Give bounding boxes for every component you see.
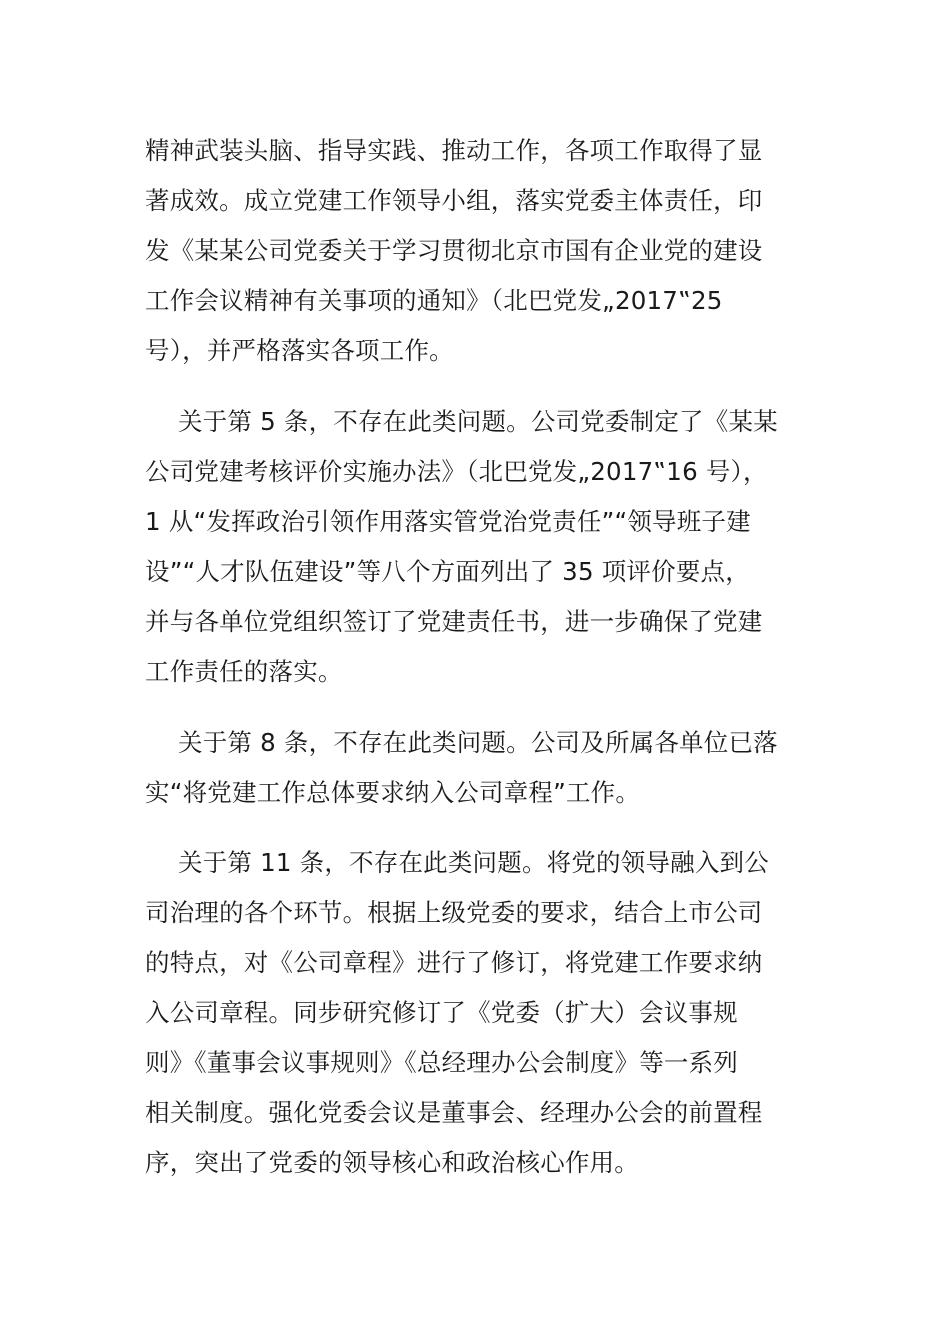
paragraph-line: 著成效。成立党建工作领导小组，落实党委主体责任，印 xyxy=(145,186,763,215)
paragraph-line: 发《某某公司党委关于学习贯彻北京市国有企业党的建设 xyxy=(145,236,763,265)
paragraph-line: 司治理的各个环节。根据上级党委的要求，结合上市公司 xyxy=(145,898,763,927)
paragraph-line: 相关制度。强化党委会议是董事会、经理办公会的前置程 xyxy=(145,1098,763,1127)
paragraph-line: 序，突出了党委的领导核心和政治核心作用。 xyxy=(145,1148,639,1177)
paragraph-line: 设”“人才队伍建设”等八个方面列出了 35 项评价要点， xyxy=(145,557,750,586)
paragraph-line: 公司党建考核评价实施办法》（北巴党发„2017‟16 号）， xyxy=(145,457,768,486)
paragraph-line: 入公司章程。同步研究修订了《党委（扩大）会议事规 xyxy=(145,998,738,1027)
paragraph-line: 关于第 11 条，不存在此类问题。将党的领导融入到公 xyxy=(178,848,769,877)
paragraph-line: 工作会议精神有关事项的通知》（北巴党发„2017‟25 xyxy=(145,286,723,315)
paragraph-line: 实“将党建工作总体要求纳入公司章程”工作。 xyxy=(145,778,641,807)
paragraph-line: 则》《董事会议事规则》《总经理办公会制度》等一系列 xyxy=(145,1048,738,1077)
paragraph-line: 精神武装头脑、指导实践、推动工作，各项工作取得了显 xyxy=(145,136,763,165)
paragraph-line: 1 从“发挥政治引领作用落实管党治党责任”“领导班子建 xyxy=(145,507,751,536)
paragraph-line: 工作责任的落实。 xyxy=(145,657,343,686)
paragraph-line: 号），并严格落实各项工作。 xyxy=(145,336,454,365)
paragraph-line: 的特点，对《公司章程》进行了修订，将党建工作要求纳 xyxy=(145,948,763,977)
paragraph-line: 并与各单位党组织签订了党建责任书，进一步确保了党建 xyxy=(145,607,763,636)
paragraph-line: 关于第 5 条，不存在此类问题。公司党委制定了《某某 xyxy=(178,407,778,436)
paragraph-line: 关于第 8 条，不存在此类问题。公司及所属各单位已落 xyxy=(178,728,778,757)
